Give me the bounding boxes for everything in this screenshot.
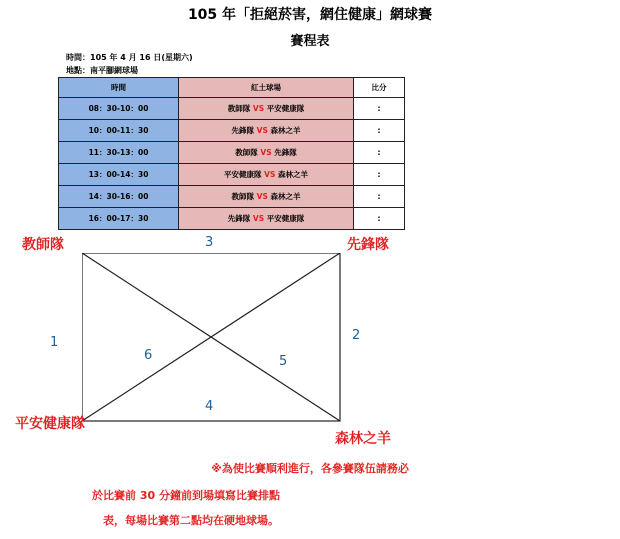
corner-team-bottom-right: 森林之羊: [335, 431, 391, 447]
diagonal-number-left: 6: [144, 348, 153, 363]
cell-score[interactable]: :: [354, 98, 405, 120]
cell-score[interactable]: :: [354, 164, 405, 186]
table-row: [59, 186, 405, 208]
note-line-3: 表，每場比賽第二點均在硬地球場。: [103, 514, 279, 527]
page-title: 105 年「拒絕菸害，網住健康」網球賽: [187, 7, 433, 23]
edge-number-bottom: 4: [205, 399, 214, 414]
cell-time: 16：00-17：30: [59, 208, 179, 230]
vs-label: VS: [252, 214, 265, 223]
vs-label: VS: [264, 170, 276, 179]
cell-match: [179, 208, 354, 230]
cell-time: 13：00-14：30: [59, 164, 179, 186]
corner-team-top-right: 先鋒隊: [347, 237, 389, 253]
team-b: 平安健康隊: [266, 104, 305, 113]
cell-score[interactable]: :: [354, 120, 405, 142]
cell-time: 11：30-13：00: [59, 142, 179, 164]
edge-number-top: 3: [205, 235, 214, 250]
cell-match: [179, 120, 354, 142]
team-a: 平安健康隊: [224, 170, 262, 179]
team-a: 教師隊: [231, 192, 255, 201]
cell-score[interactable]: :: [354, 142, 405, 164]
cell-match: [179, 164, 354, 186]
schedule-table: [58, 77, 405, 230]
event-time: 時間：105 年 4 月 16 日(星期六): [66, 53, 193, 62]
vs-label: VS: [256, 126, 268, 135]
edge-number-left: 1: [50, 335, 59, 350]
header-score: 比分: [354, 78, 405, 98]
cell-score[interactable]: :: [354, 186, 405, 208]
cell-match: [179, 186, 354, 208]
team-b: 森林之羊: [270, 126, 301, 135]
cell-time: 14：30-16：00: [59, 186, 179, 208]
team-b: 森林之羊: [277, 170, 308, 179]
header-time: 時間: [59, 78, 179, 98]
table-header-row: [59, 78, 405, 98]
cell-score[interactable]: :: [354, 208, 405, 230]
court-diagram: [82, 253, 342, 423]
header-court: 紅土球場: [179, 78, 354, 98]
team-b: 平安健康隊: [266, 214, 305, 223]
vs-label: VS: [252, 104, 265, 113]
note-line-2: 於比賽前 30 分鐘前到場填寫比賽排點: [92, 489, 280, 502]
table-row: [59, 208, 405, 230]
team-a: 教師隊: [227, 104, 251, 113]
table-row: [59, 120, 405, 142]
table-row: [59, 142, 405, 164]
corner-team-top-left: 教師隊: [22, 237, 64, 253]
vs-label: VS: [256, 192, 268, 201]
diagonal-number-right: 5: [279, 354, 288, 369]
team-a: 先鋒隊: [231, 126, 255, 135]
corner-team-bottom-left: 平安健康隊: [15, 416, 85, 432]
table-row: [59, 98, 405, 120]
event-venue: 地點：南平腳網球場: [66, 66, 138, 75]
page-subtitle: 賽程表: [290, 34, 330, 49]
team-a: 先鋒隊: [227, 214, 251, 223]
team-b: 森林之羊: [270, 192, 301, 201]
cell-match: [179, 142, 354, 164]
cell-match: [179, 98, 354, 120]
team-b: 先鋒隊: [274, 148, 297, 157]
team-a: 教師隊: [235, 148, 258, 157]
vs-label: VS: [260, 148, 272, 157]
cell-time: 10：00-11：30: [59, 120, 179, 142]
edge-number-right: 2: [352, 328, 361, 343]
note-line-1: ※為使比賽順利進行，各參賽隊伍請務必: [211, 462, 409, 475]
table-row: [59, 164, 405, 186]
cell-time: 08：30-10：00: [59, 98, 179, 120]
